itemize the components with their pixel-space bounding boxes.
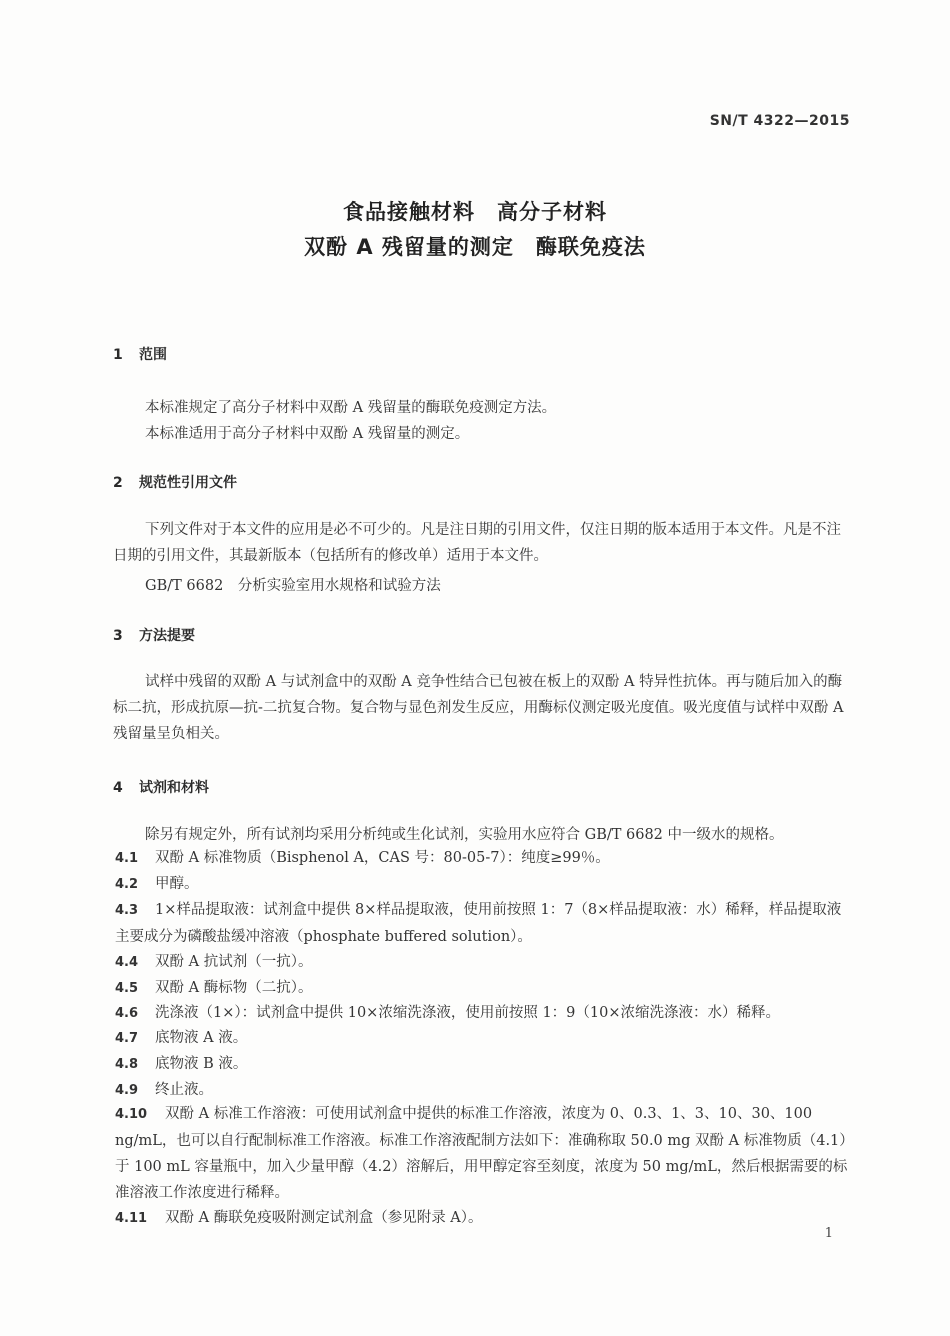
item-text: 双酚 A 抗试剂（一抗）。 [155,954,313,970]
normative-reference: GB/T 6682 分析实验室用水规格和试验方法 [145,578,441,594]
item-number: 4.5 [115,981,139,996]
item-text: 甲醇。 [155,876,199,892]
standard-code: SN/T 4322—2015 [709,113,850,129]
item-number: 4.7 [115,1031,139,1046]
list-item [115,1101,855,1206]
section-2-heading [113,472,237,492]
section-2-paragraph: 下列文件对于本文件的应用是必不可少的。凡是注日期的引用文件，仅注日期的版本适用于本文件。凡是不注日期的引用文件，其最新版本（包括所有的修改单）适用于本文件。 [113,522,841,564]
section-4-heading [113,777,209,797]
item-text: 双酚 A 标准物质（Bisphenol A，CAS 号：80-05-7）：纯度≥99％。 [155,850,610,866]
list-item [115,1051,855,1078]
page-number: 1 [824,1226,833,1241]
section-title: 方法提要 [139,628,195,644]
list-item [115,897,855,950]
section-3-heading [113,625,195,645]
item-number: 4.11 [115,1211,148,1226]
section-number: 1 [113,347,123,363]
item-number: 4.10 [115,1107,148,1122]
title-line-1: 食品接触材料 高分子材料 [343,200,607,224]
item-text: 双酚 A 酶联免疫吸附测定试剂盒（参见附录 A）。 [165,1210,483,1226]
list-item [115,949,855,976]
item-number: 4.1 [115,851,139,866]
section-title: 试剂和材料 [139,780,209,796]
item-number: 4.9 [115,1083,139,1098]
section-4-intro: 除另有规定外，所有试剂均采用分析纯或生化试剂，实验用水应符合 GB/T 6682 中一级水的规格。 [145,827,784,843]
section-title: 规范性引用文件 [139,475,237,491]
item-text: 终止液。 [155,1082,213,1098]
item-text: 底物液 B 液。 [155,1056,248,1072]
list-item [115,1205,855,1232]
list-item [115,1000,855,1027]
list-item [115,1025,855,1052]
item-text: 底物液 A 液。 [155,1030,248,1046]
section-title: 范围 [139,347,167,363]
item-number: 4.2 [115,877,139,892]
section-1-paragraph-1: 本标准规定了高分子材料中双酚 A 残留量的酶联免疫测定方法。 [145,400,557,416]
list-item [115,845,855,872]
section-3-paragraph: 试样中残留的双酚 A 与试剂盒中的双酚 A 竞争性结合已包被在板上的双酚 A 特异性抗体。再与随后加入的酶标二抗，形成抗原—抗-二抗复合物。复合物与显色剂发生反应，用酶标仪测定吸光度值。吸光度值与试样中双酚 A 残留量呈负相关。 [113,674,844,742]
section-number: 2 [113,475,123,491]
item-number: 4.8 [115,1057,139,1072]
item-text: 双酚 A 标准工作溶液：可使用试剂盒中提供的标准工作溶液，浓度为 0、0.3、1、3、10、30、100 ng/mL，也可以自行配制标准工作溶液。标准工作溶液配制方法如下：准确称取 50.0 mg 双酚 A 标准物质（4.1）于 100 mL 容量瓶中，加入少量甲醇（4.2）溶解后，用甲醇定容至刻度，浓度为 50 mg/mL，然后根据需要的标准溶液工作浓度进行稀释。 [115,1106,854,1201]
section-number: 4 [113,780,123,796]
item-number: 4.4 [115,955,139,970]
list-item [115,871,855,898]
list-item [115,1077,855,1104]
item-text: 1×样品提取液：试剂盒中提供 8×样品提取液，使用前按照 1：7（8×样品提取液：水）稀释，样品提取液主要成分为磷酸盐缓冲溶液（phosphate buffered solution）。 [115,902,842,945]
title-line-2: 双酚 A 残留量的测定 酶联免疫法 [304,235,646,259]
section-1-heading [113,344,167,364]
list-item [115,975,855,1002]
section-number: 3 [113,628,123,644]
item-number: 4.3 [115,903,139,918]
item-text: 洗涤液（1×）：试剂盒中提供 10×浓缩洗涤液，使用前按照 1：9（10×浓缩洗涤液：水）稀释。 [155,1005,780,1021]
section-1-paragraph-2: 本标准适用于高分子材料中双酚 A 残留量的测定。 [145,426,470,442]
item-number: 4.6 [115,1006,139,1021]
item-text: 双酚 A 酶标物（二抗）。 [155,980,313,996]
